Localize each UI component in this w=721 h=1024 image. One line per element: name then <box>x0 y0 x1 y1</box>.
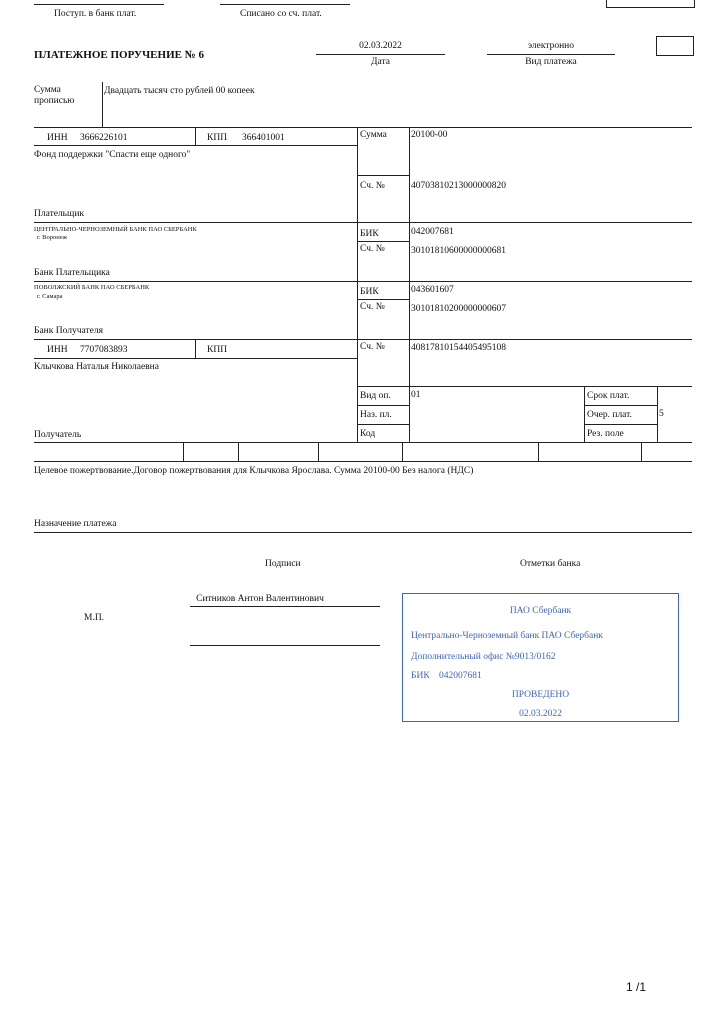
amount-words-value: Двадцать тысяч сто рублей 00 копеек <box>104 86 255 96</box>
recipient-account: 40817810154405495108 <box>411 343 506 353</box>
sum-label: Сумма <box>360 130 387 140</box>
received-line <box>34 4 164 5</box>
amount-words-label-2: прописью <box>34 96 75 106</box>
bank-marks-label: Отметки банка <box>520 559 581 569</box>
date-label: Дата <box>371 57 390 67</box>
recipient-kpp-label: КПП <box>207 345 228 355</box>
payer-bank-account-label: Сч. № <box>360 244 385 254</box>
received-label: Поступ. в банк плат. <box>54 9 137 19</box>
priority-label: Очер. плат. <box>587 410 632 420</box>
stamp-bank-name: ПАО Сбербанк <box>509 606 572 616</box>
grid-line <box>357 405 409 406</box>
payer-bank-account: 30101810600000000681 <box>411 246 506 256</box>
payer-account: 40703810213000000820 <box>411 181 506 191</box>
payer-bank-bik-label: БИК <box>360 229 379 239</box>
recipient-label: Получатель <box>34 430 82 440</box>
op-type-value: 01 <box>411 390 421 400</box>
stamp-status: ПРОВЕДЕНО <box>511 690 570 700</box>
purpose-label: Назначение платежа <box>34 519 117 529</box>
grid-line <box>584 405 658 406</box>
sum-value: 20100-00 <box>411 130 448 140</box>
recipient-bank-label: Банк Получателя <box>34 326 103 336</box>
grid-line <box>357 241 409 242</box>
recipient-bank-name: ПОВОЛЖСКИЙ БАНК ПАО СБЕРБАНК <box>34 284 150 291</box>
grid-line <box>34 222 692 223</box>
recipient-name: Клычкова Наталья Николаевна <box>34 362 159 372</box>
payer-label: Плательщик <box>34 209 85 219</box>
purpose-line <box>34 532 692 533</box>
stamp-branch: Центрально-Черноземный банк ПАО Сбербанк <box>411 631 603 641</box>
form-code-box <box>606 0 695 8</box>
grid-line <box>357 175 409 176</box>
recipient-bank-bik: 043601607 <box>411 285 454 295</box>
signer-name: Ситников Антон Валентинович <box>196 594 324 604</box>
grid-line <box>357 424 409 425</box>
payment-type: электронно <box>527 41 575 51</box>
recipient-bank-bik-label: БИК <box>360 287 379 297</box>
signatures-label: Подписи <box>265 559 301 569</box>
stamp-date: 02.03.2022 <box>519 709 562 719</box>
grid-line <box>584 386 585 442</box>
debited-label: Списано со сч. плат. <box>240 9 322 19</box>
grid-line <box>318 442 319 461</box>
grid-line <box>641 442 642 461</box>
grid-line <box>34 461 692 462</box>
grid-line <box>657 386 658 442</box>
payment-type-label: Вид платежа <box>525 57 577 67</box>
debited-line <box>220 4 350 5</box>
reserve-label: Рез. поле <box>587 429 624 439</box>
recipient-inn-label: ИНН <box>47 345 68 355</box>
grid-line <box>34 442 692 443</box>
grid-line <box>409 127 410 442</box>
date-line <box>316 54 445 55</box>
grid-line <box>183 442 184 461</box>
recipient-bank-city: г. Самара <box>37 293 63 300</box>
amount-words-label-1: Сумма <box>34 85 61 95</box>
stamp-bik: 042007681 <box>439 671 482 681</box>
grid-line <box>34 145 357 146</box>
purpose-text: Целевое пожертвование.Договор пожертвования для Клычкова Ярослава. Сумма 20100-00 Без налога (НДС) <box>34 466 474 476</box>
payment-type-line <box>487 54 615 55</box>
recipient-inn: 7707083893 <box>80 345 128 355</box>
payer-bank-label: Банк Плательщика <box>34 268 110 278</box>
amount-words-divider <box>102 82 103 128</box>
payer-account-label: Сч. № <box>360 181 385 191</box>
stamp-place-label: М.П. <box>84 613 105 623</box>
recipient-account-label: Сч. № <box>360 342 385 352</box>
payer-kpp-label: КПП <box>207 133 228 143</box>
payer-bank-bik: 042007681 <box>411 227 454 237</box>
payer-inn: 3666226101 <box>80 133 128 143</box>
recipient-bank-account: 30101810200000000607 <box>411 304 506 314</box>
grid-line <box>357 299 409 300</box>
grid-line <box>357 386 692 387</box>
code-label: Код <box>360 429 376 439</box>
grid-line <box>34 127 692 128</box>
grid-line <box>34 281 692 282</box>
grid-line <box>195 339 196 358</box>
payer-name: Фонд поддержки "Спасти еще одного" <box>34 150 191 160</box>
priority-value: 5 <box>659 409 664 419</box>
term-label: Срок плат. <box>587 391 630 401</box>
stamp-bik-label: БИК <box>411 671 430 681</box>
grid-line <box>34 339 692 340</box>
stamp-office: Дополнительный офис №9013/0162 <box>411 652 556 662</box>
recipient-bank-account-label: Сч. № <box>360 302 385 312</box>
grid-line <box>238 442 239 461</box>
doc-date: 02.03.2022 <box>359 41 402 51</box>
grid-line <box>195 127 196 145</box>
page-title: ПЛАТЕЖНОЕ ПОРУЧЕНИЕ № 6 <box>34 49 205 61</box>
grid-line <box>402 442 403 461</box>
payer-inn-label: ИНН <box>47 133 68 143</box>
page-counter: 1 /1 <box>626 980 647 994</box>
payer-kpp: 366401001 <box>242 133 285 143</box>
payer-bank-city: г. Воронеж <box>37 234 68 241</box>
payer-bank-name: ЦЕНТРАЛЬНО-ЧЕРНОЗЕМНЫЙ БАНК ПАО СБЕРБАНК <box>34 226 197 233</box>
op-type-label: Вид оп. <box>360 391 391 401</box>
status-box <box>656 36 694 56</box>
signature-line-2 <box>190 645 380 646</box>
grid-line <box>538 442 539 461</box>
purpose-code-label: Наз. пл. <box>360 410 392 420</box>
signature-line-1 <box>190 606 380 607</box>
grid-line <box>34 358 357 359</box>
grid-line <box>584 424 658 425</box>
